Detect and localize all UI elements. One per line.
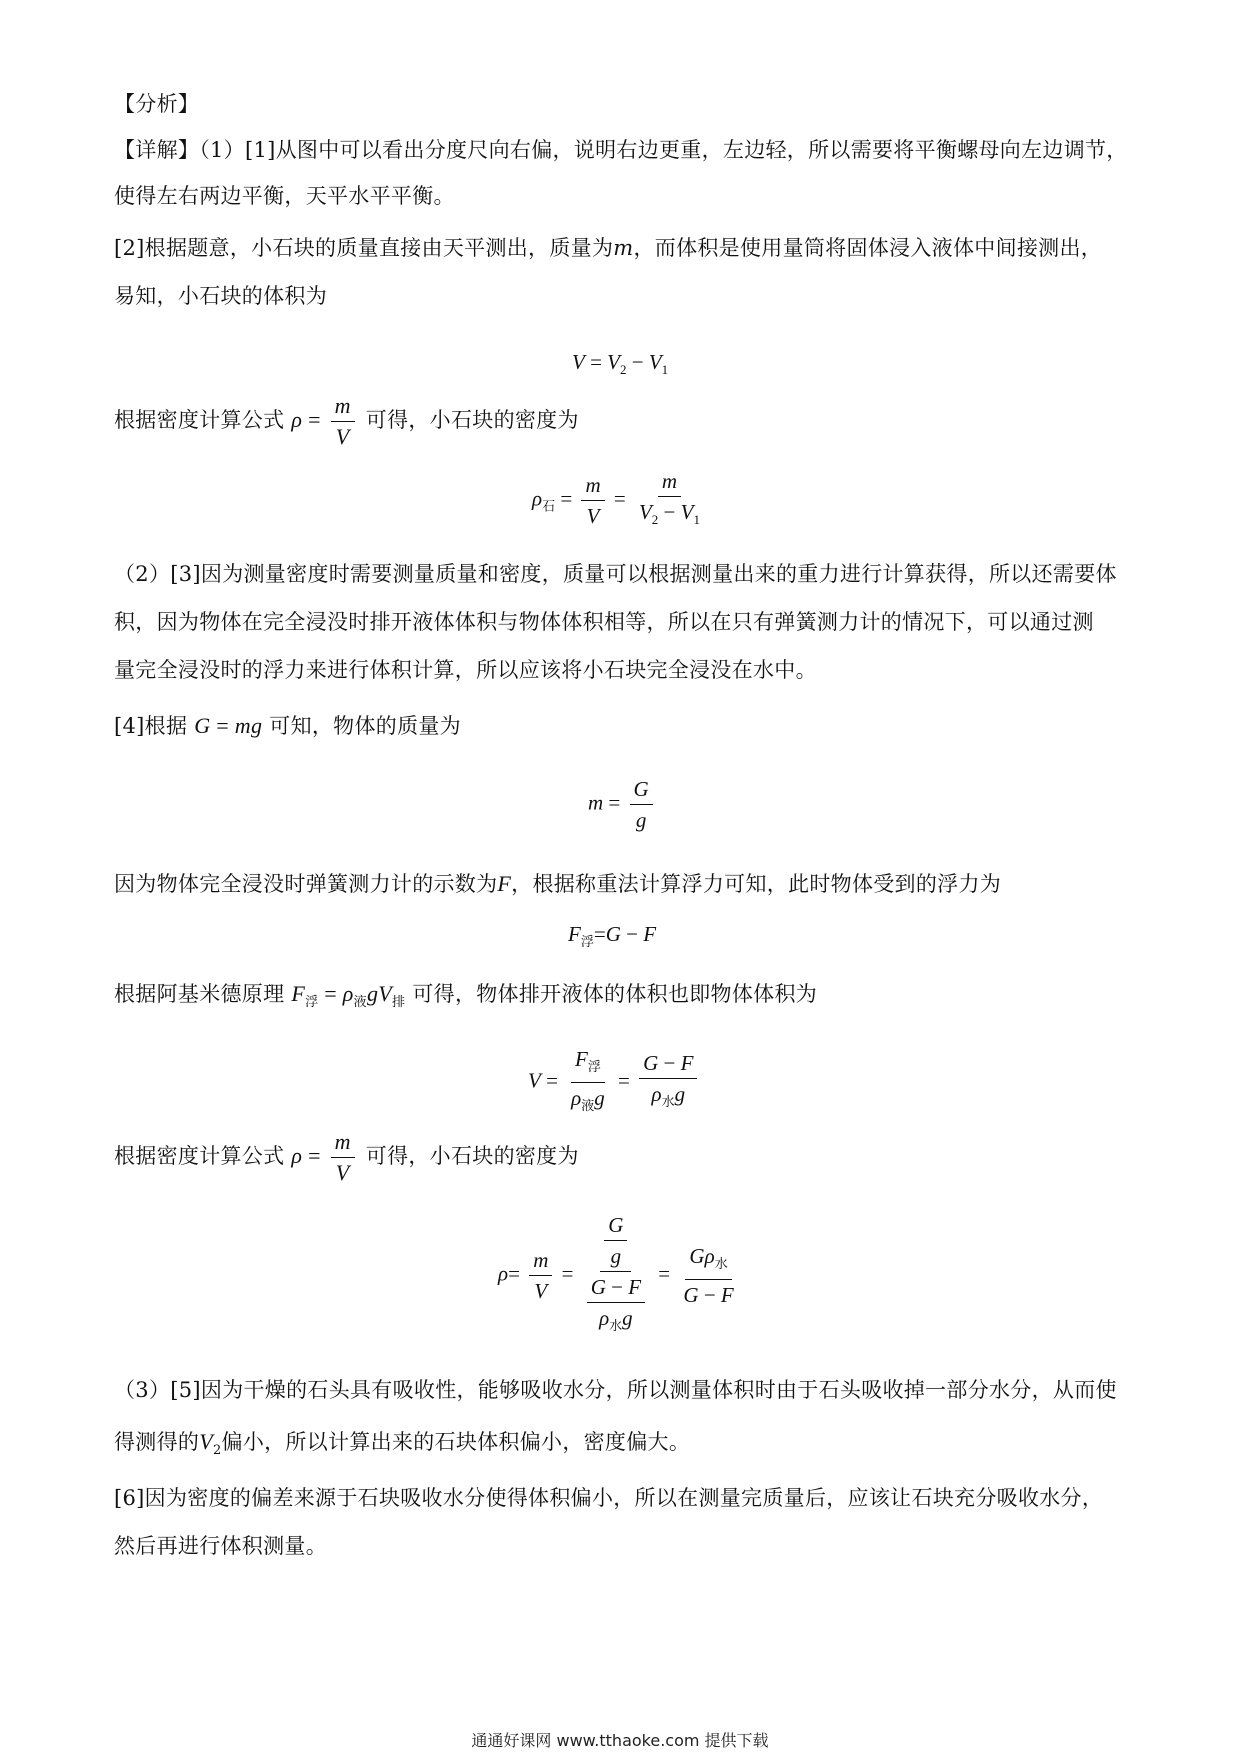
equation-mass: m = $\frac{G}{g}$: [588, 776, 657, 833]
footer-watermark: 通通好课网 www.tthaoke.com 提供下载: [471, 1731, 769, 1750]
fraction-m-over-V: $\frac{m}{V}$: [331, 393, 355, 450]
density-formula-line-1: 根据密度计算公式 ρ = $\frac{m}{V}$ 可得，小石块的密度为: [114, 393, 579, 449]
paragraph-2-line-1: [2]根据题意，小石块的质量直接由天平测出，质量为m，而体积是使用量筒将固体浸入液体中间接测出，: [114, 236, 1103, 260]
paragraph-1-line-1: 【详解】（1）[1]从图中可以看出分度尺向右偏，说明右边更重，左边轻，所以需要将平衡螺母向左边调节，: [114, 138, 1128, 162]
paragraph-7-line-1: （3）[5]因为干燥的石头具有吸收性，能够吸收水分，所以测量体积时由于石头吸收掉一部分水分，从而使: [114, 1378, 1117, 1402]
paragraph-8-line-1: [6]因为密度的偏差来源于石块吸收水分使得体积偏小，所以在测量完质量后，应该让石块充分吸收水分，: [114, 1486, 1104, 1510]
equation-volume: $V = V_2 - V_1$: [572, 350, 669, 377]
equation-buoyancy: $F_浮=G - F$: [568, 922, 657, 949]
equation-density-stone: $\rho_石$ = $\frac{m}{V}$ = $\frac{m}{V_2 - V_1}$: [532, 469, 700, 528]
equation-density-final: ρ= $\frac{m}{V}$ = $\frac{\frac{G}{g}}{\frac{G - F}{\rho_水g}}$ = $\frac{G\rho_水}{G - F}$: [498, 1213, 734, 1333]
paragraph-2-line-2: 易知，小石块的体积为: [114, 284, 327, 308]
paragraph-4: [4]根据 G = mg 可知，物体的质量为: [114, 713, 461, 738]
paragraph-3-line-3: 量完全浸没时的浮力来进行体积计算，所以应该将小石块完全浸没在水中。: [114, 658, 817, 682]
analysis-heading: 【分析】: [114, 92, 200, 116]
paragraph-6: 根据阿基米德原理 $F_浮 = \rho_液gV_排$ 可得，物体排开液体的体积也即物体体积为: [114, 981, 818, 1009]
paragraph-3-line-2: 积，因为物体在完全浸没时排开液体体积与物体体积相等，所以在只有弹簧测力计的情况下，可以通过测: [114, 610, 1094, 634]
paragraph-7-line-2: 得测得的$V_2$偏小，所以计算出来的石块体积偏小，密度偏大。: [114, 1429, 691, 1458]
paragraph-3-line-1: （2）[3]因为测量密度时需要测量质量和密度，质量可以根据测量出来的重力进行计算获得，所以还需要体: [114, 562, 1117, 586]
equation-volume-buoyancy: V = $\frac{F_浮}{\rho_液g}$ = $\frac{G - F}{\rho_水g}$: [528, 1046, 701, 1119]
paragraph-5: 因为物体完全浸没时弹簧测力计的示数为F，根据称重法计算浮力可知，此时物体受到的浮力为: [114, 871, 1002, 896]
detail-heading: 【详解】: [114, 138, 200, 162]
paragraph-8-line-2: 然后再进行体积测量。: [114, 1534, 327, 1558]
paragraph-1-line-2: 使得左右两边平衡，天平水平平衡。: [114, 184, 455, 208]
density-formula-line-2: 根据密度计算公式 ρ = $\frac{m}{V}$ 可得，小石块的密度为: [114, 1129, 579, 1185]
